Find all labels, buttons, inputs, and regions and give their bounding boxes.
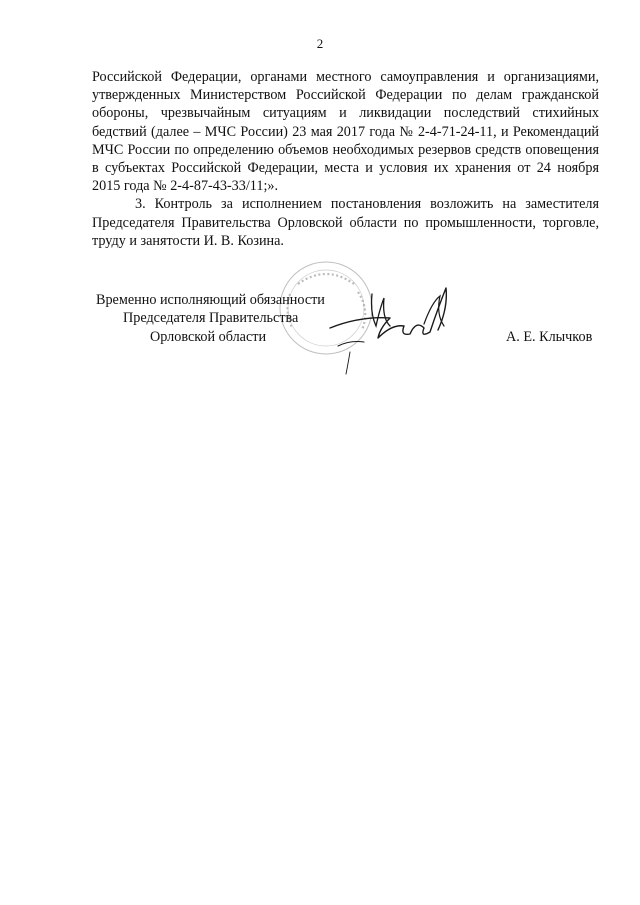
signatory-title-line-2: Председателя Правительства [123,310,299,326]
signatory-name: А. Е. Клычков [506,329,593,345]
signatory-title-line-3: Орловской области [150,329,267,345]
signatory-title-line-1: Временно исполняющий обязанности [96,292,325,308]
body-text [92,68,599,250]
paragraph-continuation: Российской Федерации, органами местного самоуправления и организациями, утвержденных Министерством Российской Федерации по делам гражданской обороны, чрезвычайным ситуациям и ликвидации последствий стихийных бедствий (далее – МЧС России) 23 мая 2017 года № 2-4-71-24-11, и Рекомендаций МЧС России по определению объемов необходимых резервов средств оповещения в субъектах Российской Федерации, места и условия их хранения от 24 ноября 2015 года № 2-4-87-43-33/11;». [92,69,599,195]
paragraph-control: 3. Контроль за исполнением постановления возложить на заместителя Председателя Правительства Орловской области по промышленности, торговле, труду и занятости И. В. Козина. [92,196,599,249]
handwritten-signature [320,268,470,378]
page-number: 2 [316,36,324,51]
